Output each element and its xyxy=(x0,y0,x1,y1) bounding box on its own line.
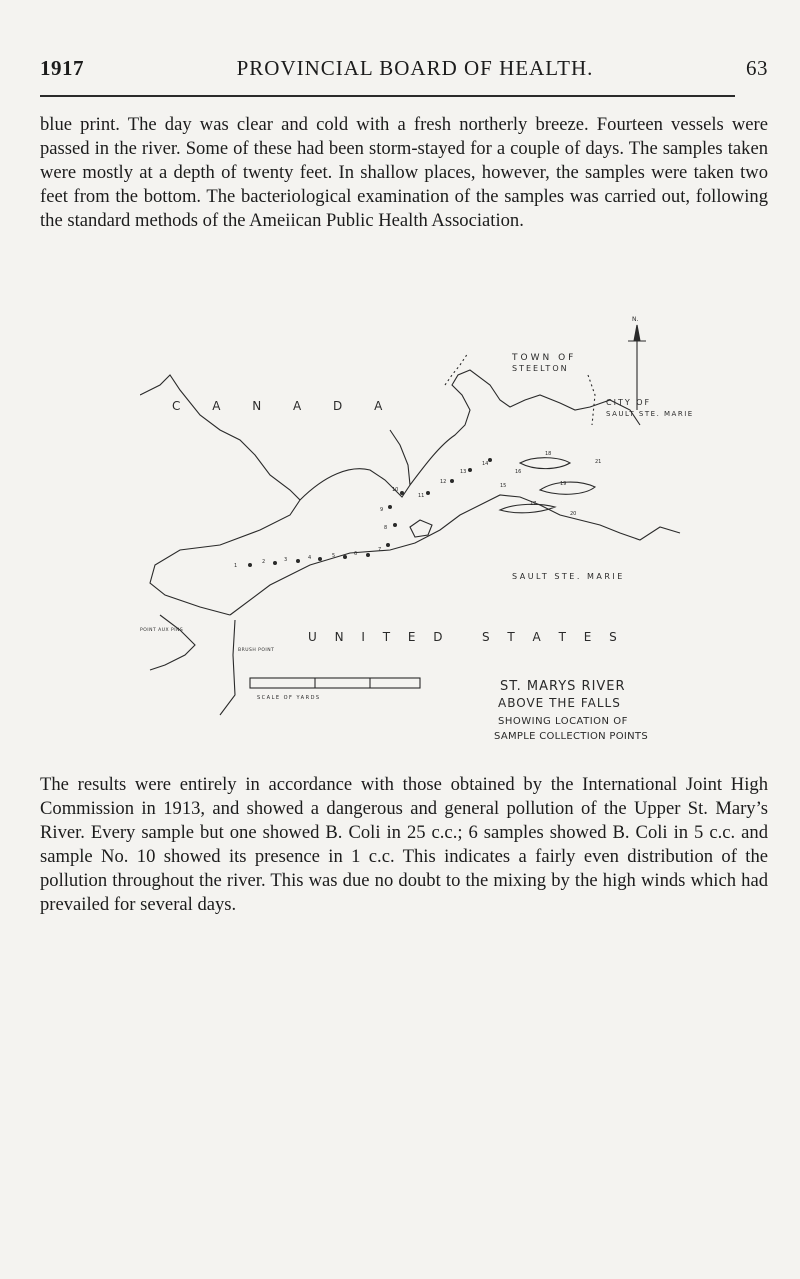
us-shore xyxy=(230,495,680,615)
scale-label: SCALE OF YARDS xyxy=(257,695,321,701)
sample-point-label: 9 xyxy=(380,507,384,513)
river-map xyxy=(140,315,720,755)
river-map-svg xyxy=(140,315,720,755)
city-label-2: SAULT STE. MARIE xyxy=(606,410,694,418)
sample-point-label: 19 xyxy=(560,481,567,487)
island-4 xyxy=(410,520,432,537)
caption-line-1: ST. MARYS RIVER xyxy=(500,679,626,694)
sample-point-label: 15 xyxy=(500,483,507,489)
canada-shore-east xyxy=(410,370,640,485)
sample-points xyxy=(248,458,492,567)
city-label-1: CITY OF xyxy=(606,398,652,407)
sample-point-label: 1 xyxy=(234,563,238,569)
caption-line-2: ABOVE THE FALLS xyxy=(498,696,621,710)
sample-point-label: 6 xyxy=(354,551,358,557)
sample-point-label: 20 xyxy=(570,511,577,517)
sample-point-label: 14 xyxy=(482,461,489,467)
page-header xyxy=(40,56,768,81)
united-states-label: U N I T E D S T A T E S xyxy=(308,630,624,644)
brush-point-label: BRUSH POINT xyxy=(238,648,275,653)
sample-point-label: 17 xyxy=(530,501,537,507)
paragraph-1: blue print. The day was clear and cold with a fresh northerly breeze. Fourteen vessels were passed in the river. Some of these had been storm-stayed for a couple of days. The samples taken were mostly at a depth of twenty feet. In shallow places, however, the samples were taken two feet from the bottom. The bacteriological examination of the samples was carried out, following the standard methods of the Ameiican Public Health Association. xyxy=(40,114,768,231)
sample-point-label: 12 xyxy=(440,479,447,485)
canada-label: C A N A D A xyxy=(172,399,397,413)
caption-line-4: SAMPLE COLLECTION POINTS xyxy=(494,731,648,742)
sample-point-label: 10 xyxy=(392,487,399,493)
sample-point-label: 16 xyxy=(515,469,522,475)
sample-point-label: 7 xyxy=(378,547,382,553)
point-aux-pins-shore xyxy=(150,615,195,670)
paragraph-2: The results were entirely in accordance with those obtained by the International Joint High Commission in 1913, and showed a dangerous and general pollution of the Upper St. Mary’s River. Every sample but one showed B. Coli in 25 c.c.; 6 samples showed B. Coli in 5 c.c. and sample No. 10 showed its presence in 1 c.c. This indicates a fairly even distribution of the pollution throughout the river. This was due no doubt to the mixing by the high winds which had prevailed for several days. xyxy=(40,774,768,915)
sample-point-label: 13 xyxy=(460,469,467,475)
sault-us-label: SAULT STE. MARIE xyxy=(512,572,625,581)
island-2 xyxy=(520,458,570,469)
town-label-1: TOWN OF xyxy=(512,353,577,363)
sample-point-label: 21 xyxy=(595,459,602,465)
sample-point-label: 5 xyxy=(332,553,336,559)
us-shore-west xyxy=(220,620,235,715)
point-aux-pins-label: POINT AUX PINS xyxy=(140,628,184,633)
header-rule xyxy=(40,95,735,97)
sample-point-label: 3 xyxy=(284,557,288,563)
header-year: 1917 xyxy=(40,56,84,80)
island-1 xyxy=(540,482,595,494)
header-title: PROVINCIAL BOARD OF HEALTH. xyxy=(236,56,594,80)
north-label: N. xyxy=(632,316,639,323)
north-arrow-head xyxy=(634,325,640,341)
page-number: 63 xyxy=(745,56,768,80)
sample-point-label: 11 xyxy=(418,493,425,499)
sample-point-label: 2 xyxy=(262,559,266,565)
sample-point-label: 4 xyxy=(308,555,312,561)
sample-point-label: 18 xyxy=(545,451,552,457)
caption-line-3: SHOWING LOCATION OF xyxy=(498,716,628,727)
scale-bar xyxy=(250,678,420,688)
town-label-2: STEELTON xyxy=(512,364,569,373)
steelton-boundary xyxy=(445,353,468,385)
sault-boundary xyxy=(588,375,595,425)
sample-point-label: 8 xyxy=(384,525,388,531)
